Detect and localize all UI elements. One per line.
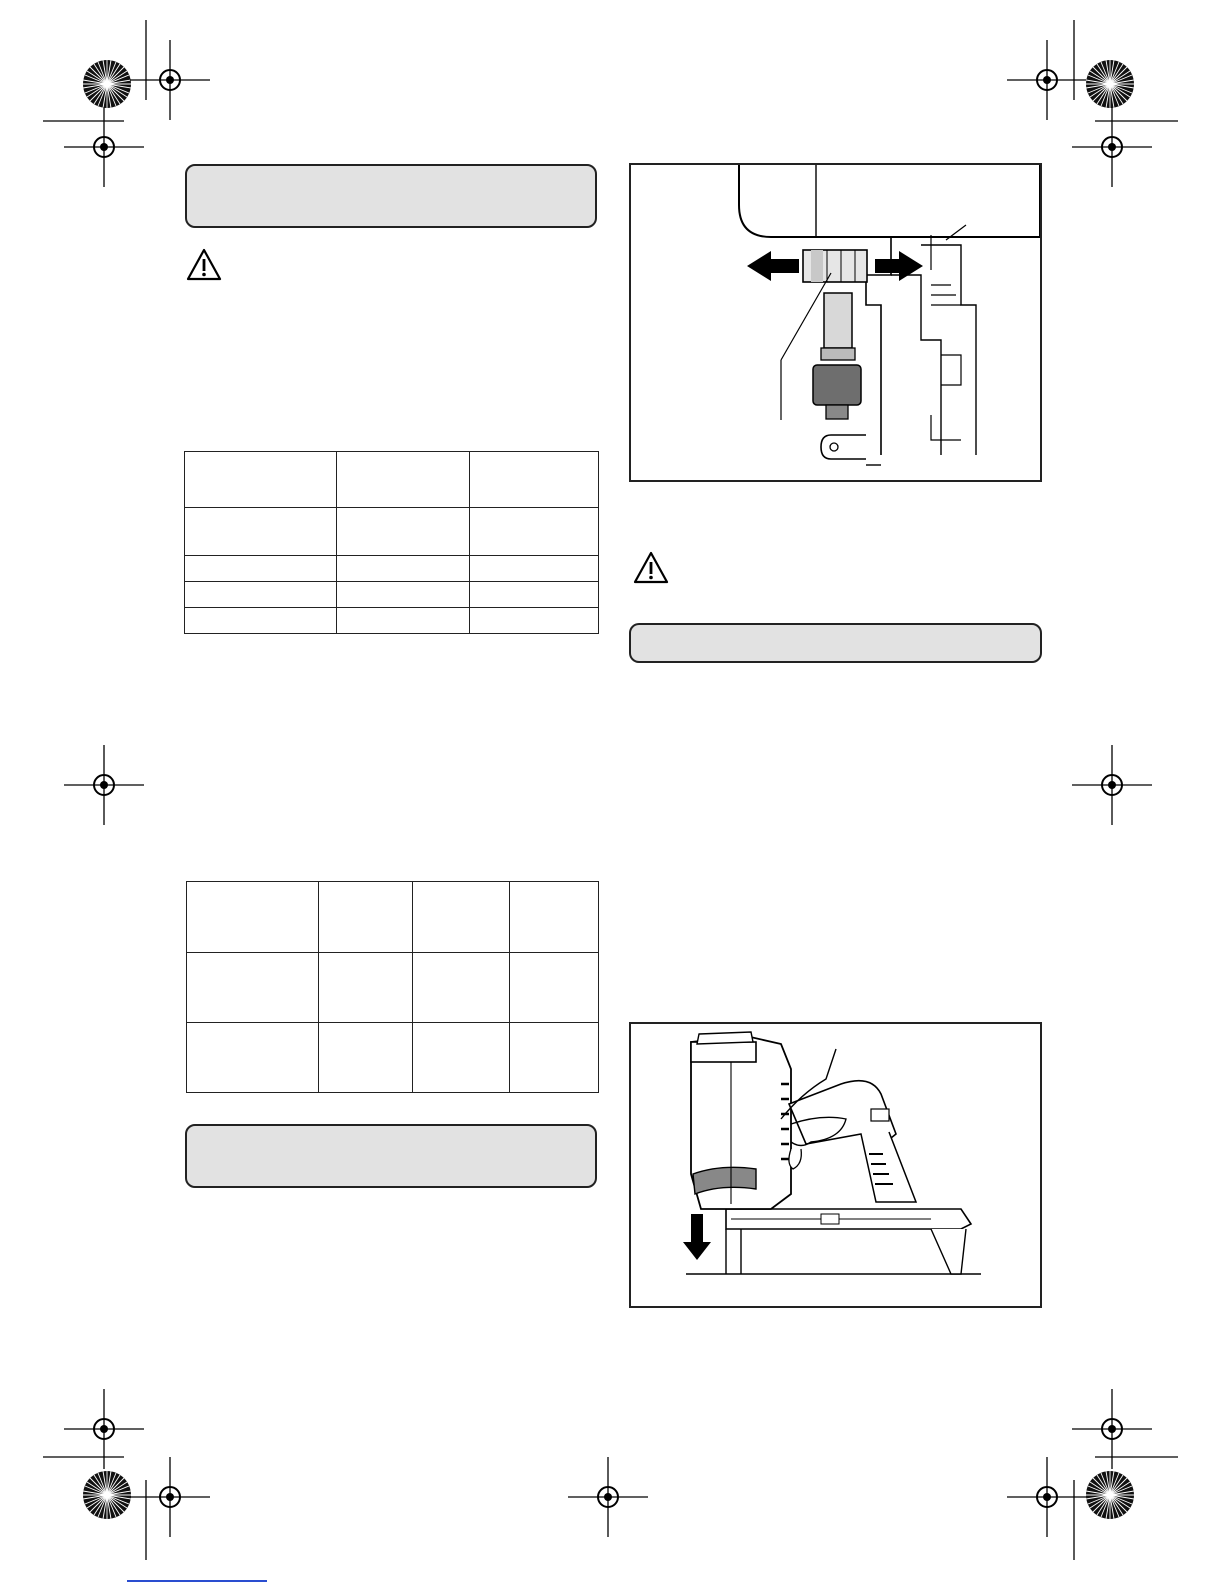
- table-cell: [337, 582, 470, 608]
- table-cell: [470, 452, 599, 508]
- spec-table-2: [186, 881, 599, 1093]
- table-row: [187, 1023, 599, 1093]
- table-cell: [337, 608, 470, 634]
- registration-star-icon: [1086, 60, 1134, 108]
- table-cell: [185, 452, 337, 508]
- table-cell: [413, 1023, 510, 1093]
- table-cell: [470, 508, 599, 556]
- table-cell: [185, 556, 337, 582]
- registration-mark-icon: [1007, 40, 1087, 120]
- table-cell: [413, 882, 510, 953]
- spec-table-1: [184, 451, 599, 634]
- table-row: [185, 608, 599, 634]
- registration-mark-icon: [1072, 745, 1152, 825]
- right-arrow-icon: [875, 251, 923, 281]
- table-row: [185, 556, 599, 582]
- table-cell: [510, 882, 599, 953]
- registration-star-icon: [83, 60, 131, 108]
- table-row: [185, 582, 599, 608]
- registration-mark-icon: [64, 107, 144, 187]
- table-cell: [470, 608, 599, 634]
- registration-mark-icon: [1072, 107, 1152, 187]
- table-cell: [510, 953, 599, 1023]
- table-cell: [413, 953, 510, 1023]
- table-cell: [319, 882, 413, 953]
- registration-mark-icon: [64, 745, 144, 825]
- section-header-box-2: [185, 1124, 597, 1188]
- warning-triangle-icon: [186, 248, 222, 282]
- nailer-in-use-figure: [629, 1022, 1042, 1308]
- section-header-box-3: [629, 623, 1042, 663]
- down-arrow-icon: [683, 1214, 711, 1260]
- table-cell: [187, 882, 319, 953]
- table-row: [187, 882, 599, 953]
- registration-star-icon: [1086, 1471, 1134, 1519]
- registration-mark-icon: [1007, 1457, 1087, 1537]
- table-cell: [470, 556, 599, 582]
- table-row: [187, 953, 599, 1023]
- table-cell: [187, 953, 319, 1023]
- bottom-link-underline: [127, 1580, 267, 1582]
- table-cell: [185, 508, 337, 556]
- warning-triangle-icon: [633, 551, 669, 585]
- registration-mark-icon: [130, 40, 210, 120]
- table-cell: [185, 608, 337, 634]
- left-arrow-icon: [747, 251, 799, 281]
- table-cell: [319, 953, 413, 1023]
- registration-mark-icon: [568, 1457, 648, 1537]
- depth-adjuster-figure: [629, 163, 1042, 482]
- registration-star-icon: [83, 1471, 131, 1519]
- registration-mark-icon: [130, 1457, 210, 1537]
- table-row: [185, 452, 599, 508]
- table-cell: [510, 1023, 599, 1093]
- depth-adjuster-drawing: [631, 165, 1040, 480]
- table-cell: [470, 582, 599, 608]
- table-cell: [187, 1023, 319, 1093]
- table-row: [185, 508, 599, 556]
- table-cell: [337, 508, 470, 556]
- section-header-box-1: [185, 164, 597, 228]
- nailer-drawing: [631, 1024, 1040, 1306]
- table-cell: [337, 452, 470, 508]
- table-cell: [337, 556, 470, 582]
- table-cell: [319, 1023, 413, 1093]
- table-cell: [185, 582, 337, 608]
